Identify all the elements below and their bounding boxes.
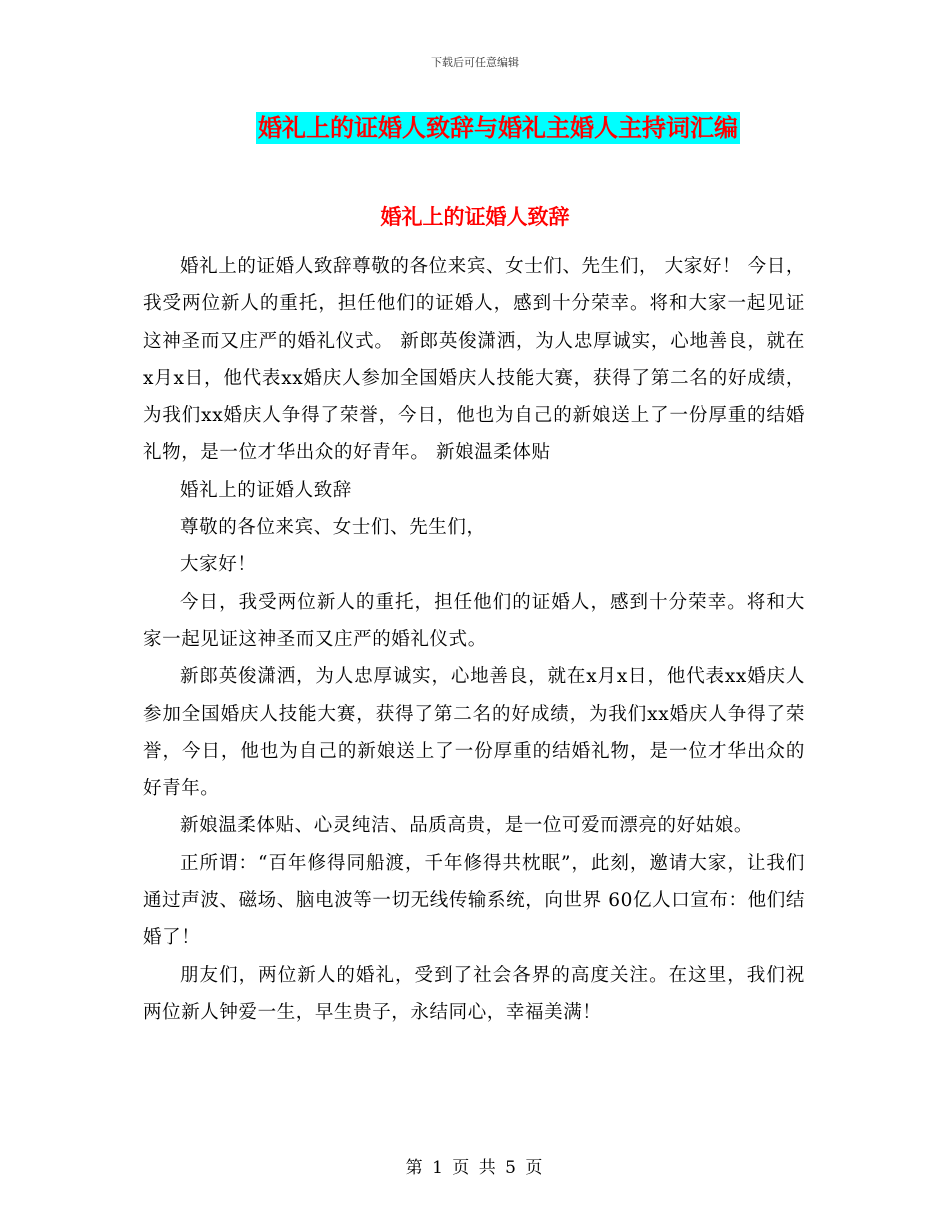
paragraph: 婚礼上的证婚人致辞 bbox=[180, 479, 352, 501]
paragraph: 新郎英俊潇洒，为人忠厚诚实，心地善良，就在x月x日，他代表xx婚庆人参加全国婚庆人技能大赛，获得了第二名的好成绩，为我们xx婚庆人争得了荣誉，今日，他也为自己的新娘送上了一份厚重的结婚礼物，是一位才华出众的好青年。 bbox=[143, 666, 805, 800]
header-note: 下载后可任意编辑 bbox=[431, 56, 519, 69]
document-title bbox=[0, 112, 950, 144]
paragraph: 婚礼上的证婚人致辞尊敬的各位来宾、女士们、先生们， 大家好！ 今日，我受两位新人的重托，担任他们的证婚人，感到十分荣幸。将和大家一起见证这神圣而又庄严的婚礼仪式。 新郎英俊潇洒，为人忠厚诚实，心地善良，就在x月x日，他代表xx婚庆人参加全国婚庆人技能大赛，获得了第二名的好成绩，为我们xx婚庆人争得了荣誉，今日，他也为自己的新娘送上了一份厚重的结婚礼物，是一位才华出众的好青年。 新娘温柔体贴 bbox=[143, 256, 805, 464]
document-title-text: 婚礼上的证婚人致辞与婚礼主婚人主持词汇编 bbox=[258, 113, 738, 142]
paragraph: 今日，我受两位新人的重托，担任他们的证婚人，感到十分荣幸。将和大家一起见证这神圣而又庄严的婚礼仪式。 bbox=[143, 591, 805, 650]
paragraph: 新娘温柔体贴、心灵纯洁、品质高贵，是一位可爱而漂亮的好姑娘。 bbox=[180, 815, 754, 837]
section-title: 婚礼上的证婚人致辞 bbox=[380, 204, 570, 229]
paragraph: 大家好！ bbox=[180, 554, 257, 576]
paragraph: 正所谓：“百年修得同船渡，千年修得共枕眠”，此刻，邀请大家，让我们通过声波、磁场、脑电波等一切无线传输系统，向世界 60亿人口宣布：他们结婚了！ bbox=[143, 852, 805, 949]
page-number: 第 1 页 共 5 页 bbox=[405, 1158, 545, 1178]
document-body bbox=[143, 248, 805, 1031]
paragraph: 朋友们，两位新人的婚礼，受到了社会各界的高度关注。在这里，我们祝两位新人钟爱一生，早生贵子，永结同心，幸福美满！ bbox=[143, 964, 805, 1023]
paragraph: 尊敬的各位来宾、女士们、先生们， bbox=[180, 517, 486, 539]
